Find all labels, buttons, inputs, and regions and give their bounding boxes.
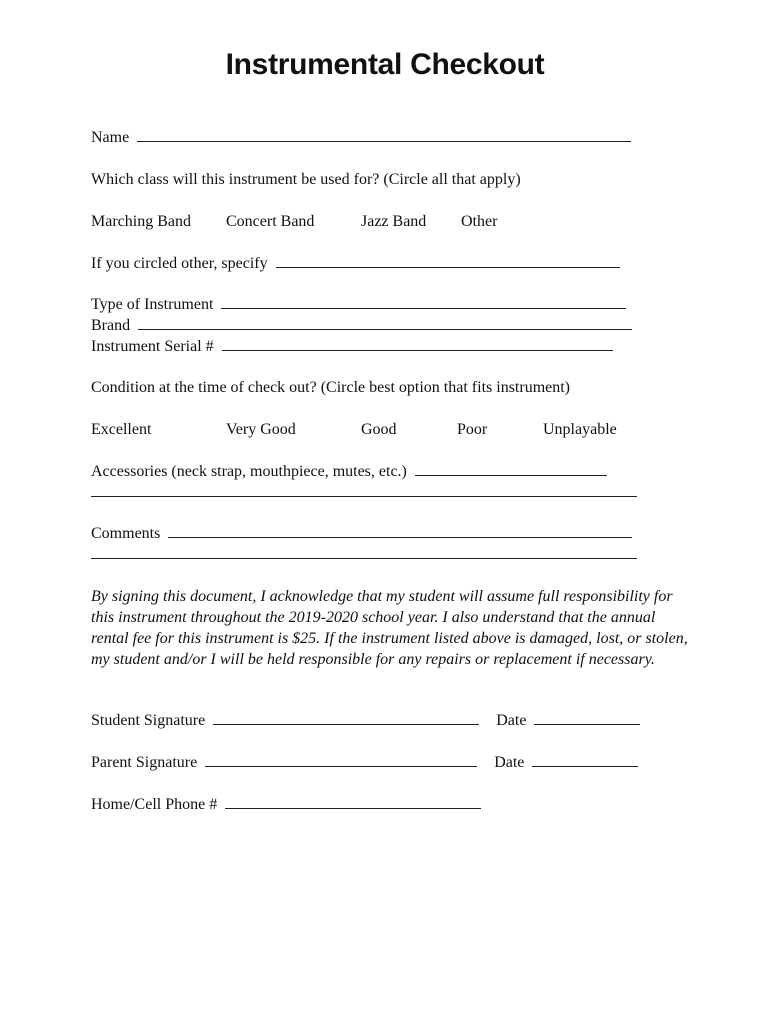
accessories-row — [91, 461, 607, 482]
instrument-type-field[interactable] — [221, 294, 626, 309]
parent-date-field[interactable] — [532, 752, 638, 767]
class-option-jazz-band[interactable]: Jazz Band — [361, 213, 427, 230]
student-date-label: Date — [496, 712, 527, 729]
condition-question: Condition at the time of check out? (Circle best option that fits instrument) — [91, 379, 571, 396]
accessories-field-line-2[interactable] — [91, 482, 637, 497]
comments-field[interactable] — [168, 523, 632, 538]
accessories-label: Accessories (neck strap, mouthpiece, mutes, etc.) — [91, 463, 407, 480]
brand-label: Brand — [91, 317, 131, 334]
serial-field[interactable] — [222, 336, 613, 351]
name-label: Name — [91, 129, 130, 146]
brand-field[interactable] — [138, 315, 632, 330]
class-option-other[interactable]: Other — [461, 213, 498, 230]
brand-row — [91, 315, 632, 336]
student-date-field[interactable] — [534, 710, 640, 725]
phone-label: Home/Cell Phone # — [91, 796, 218, 813]
comments-row-2 — [91, 544, 637, 565]
agreement-paragraph: By signing this document, I acknowledge that my student will assume full responsibility for this instrument throughout the 2019-2020 school year. I also understand that the annual rental fee for this instrument is $25. If the instrument listed above is damaged, lost, or stolen, my student and/or I will be held responsible for any repairs or replacement if necessary. — [91, 588, 688, 668]
other-specify-row — [91, 253, 620, 274]
parent-signature-label: Parent Signature — [91, 754, 198, 771]
other-specify-field[interactable] — [276, 253, 620, 268]
condition-option-very-good[interactable]: Very Good — [226, 421, 296, 438]
condition-option-unplayable[interactable]: Unplayable — [543, 421, 617, 438]
parent-date-label: Date — [494, 754, 525, 771]
student-signature-label: Student Signature — [91, 712, 206, 729]
class-option-marching-band[interactable]: Marching Band — [91, 213, 191, 230]
class-question: Which class will this instrument be used for? (Circle all that apply) — [91, 171, 521, 188]
comments-label: Comments — [91, 525, 161, 542]
condition-option-excellent[interactable]: Excellent — [91, 421, 152, 438]
instrument-type-label: Type of Instrument — [91, 296, 214, 313]
phone-row — [91, 794, 481, 815]
student-signature-field[interactable] — [213, 710, 479, 725]
accessories-row-2 — [91, 482, 637, 503]
class-option-concert-band[interactable]: Concert Band — [226, 213, 315, 230]
name-row — [91, 127, 631, 148]
other-specify-label: If you circled other, specify — [91, 255, 268, 272]
page-title: Instrumental Checkout — [225, 48, 545, 81]
instrument-type-row — [91, 294, 626, 315]
condition-option-good[interactable]: Good — [361, 421, 397, 438]
comments-field-line-2[interactable] — [91, 544, 637, 559]
student-signature-row — [91, 710, 640, 731]
accessories-field[interactable] — [415, 461, 607, 476]
serial-row — [91, 336, 613, 357]
phone-field[interactable] — [225, 794, 481, 809]
parent-signature-field[interactable] — [205, 752, 477, 767]
comments-row — [91, 523, 632, 544]
condition-option-poor[interactable]: Poor — [457, 421, 488, 438]
serial-label: Instrument Serial # — [91, 338, 214, 355]
name-field[interactable] — [137, 127, 631, 142]
parent-signature-row — [91, 752, 638, 773]
